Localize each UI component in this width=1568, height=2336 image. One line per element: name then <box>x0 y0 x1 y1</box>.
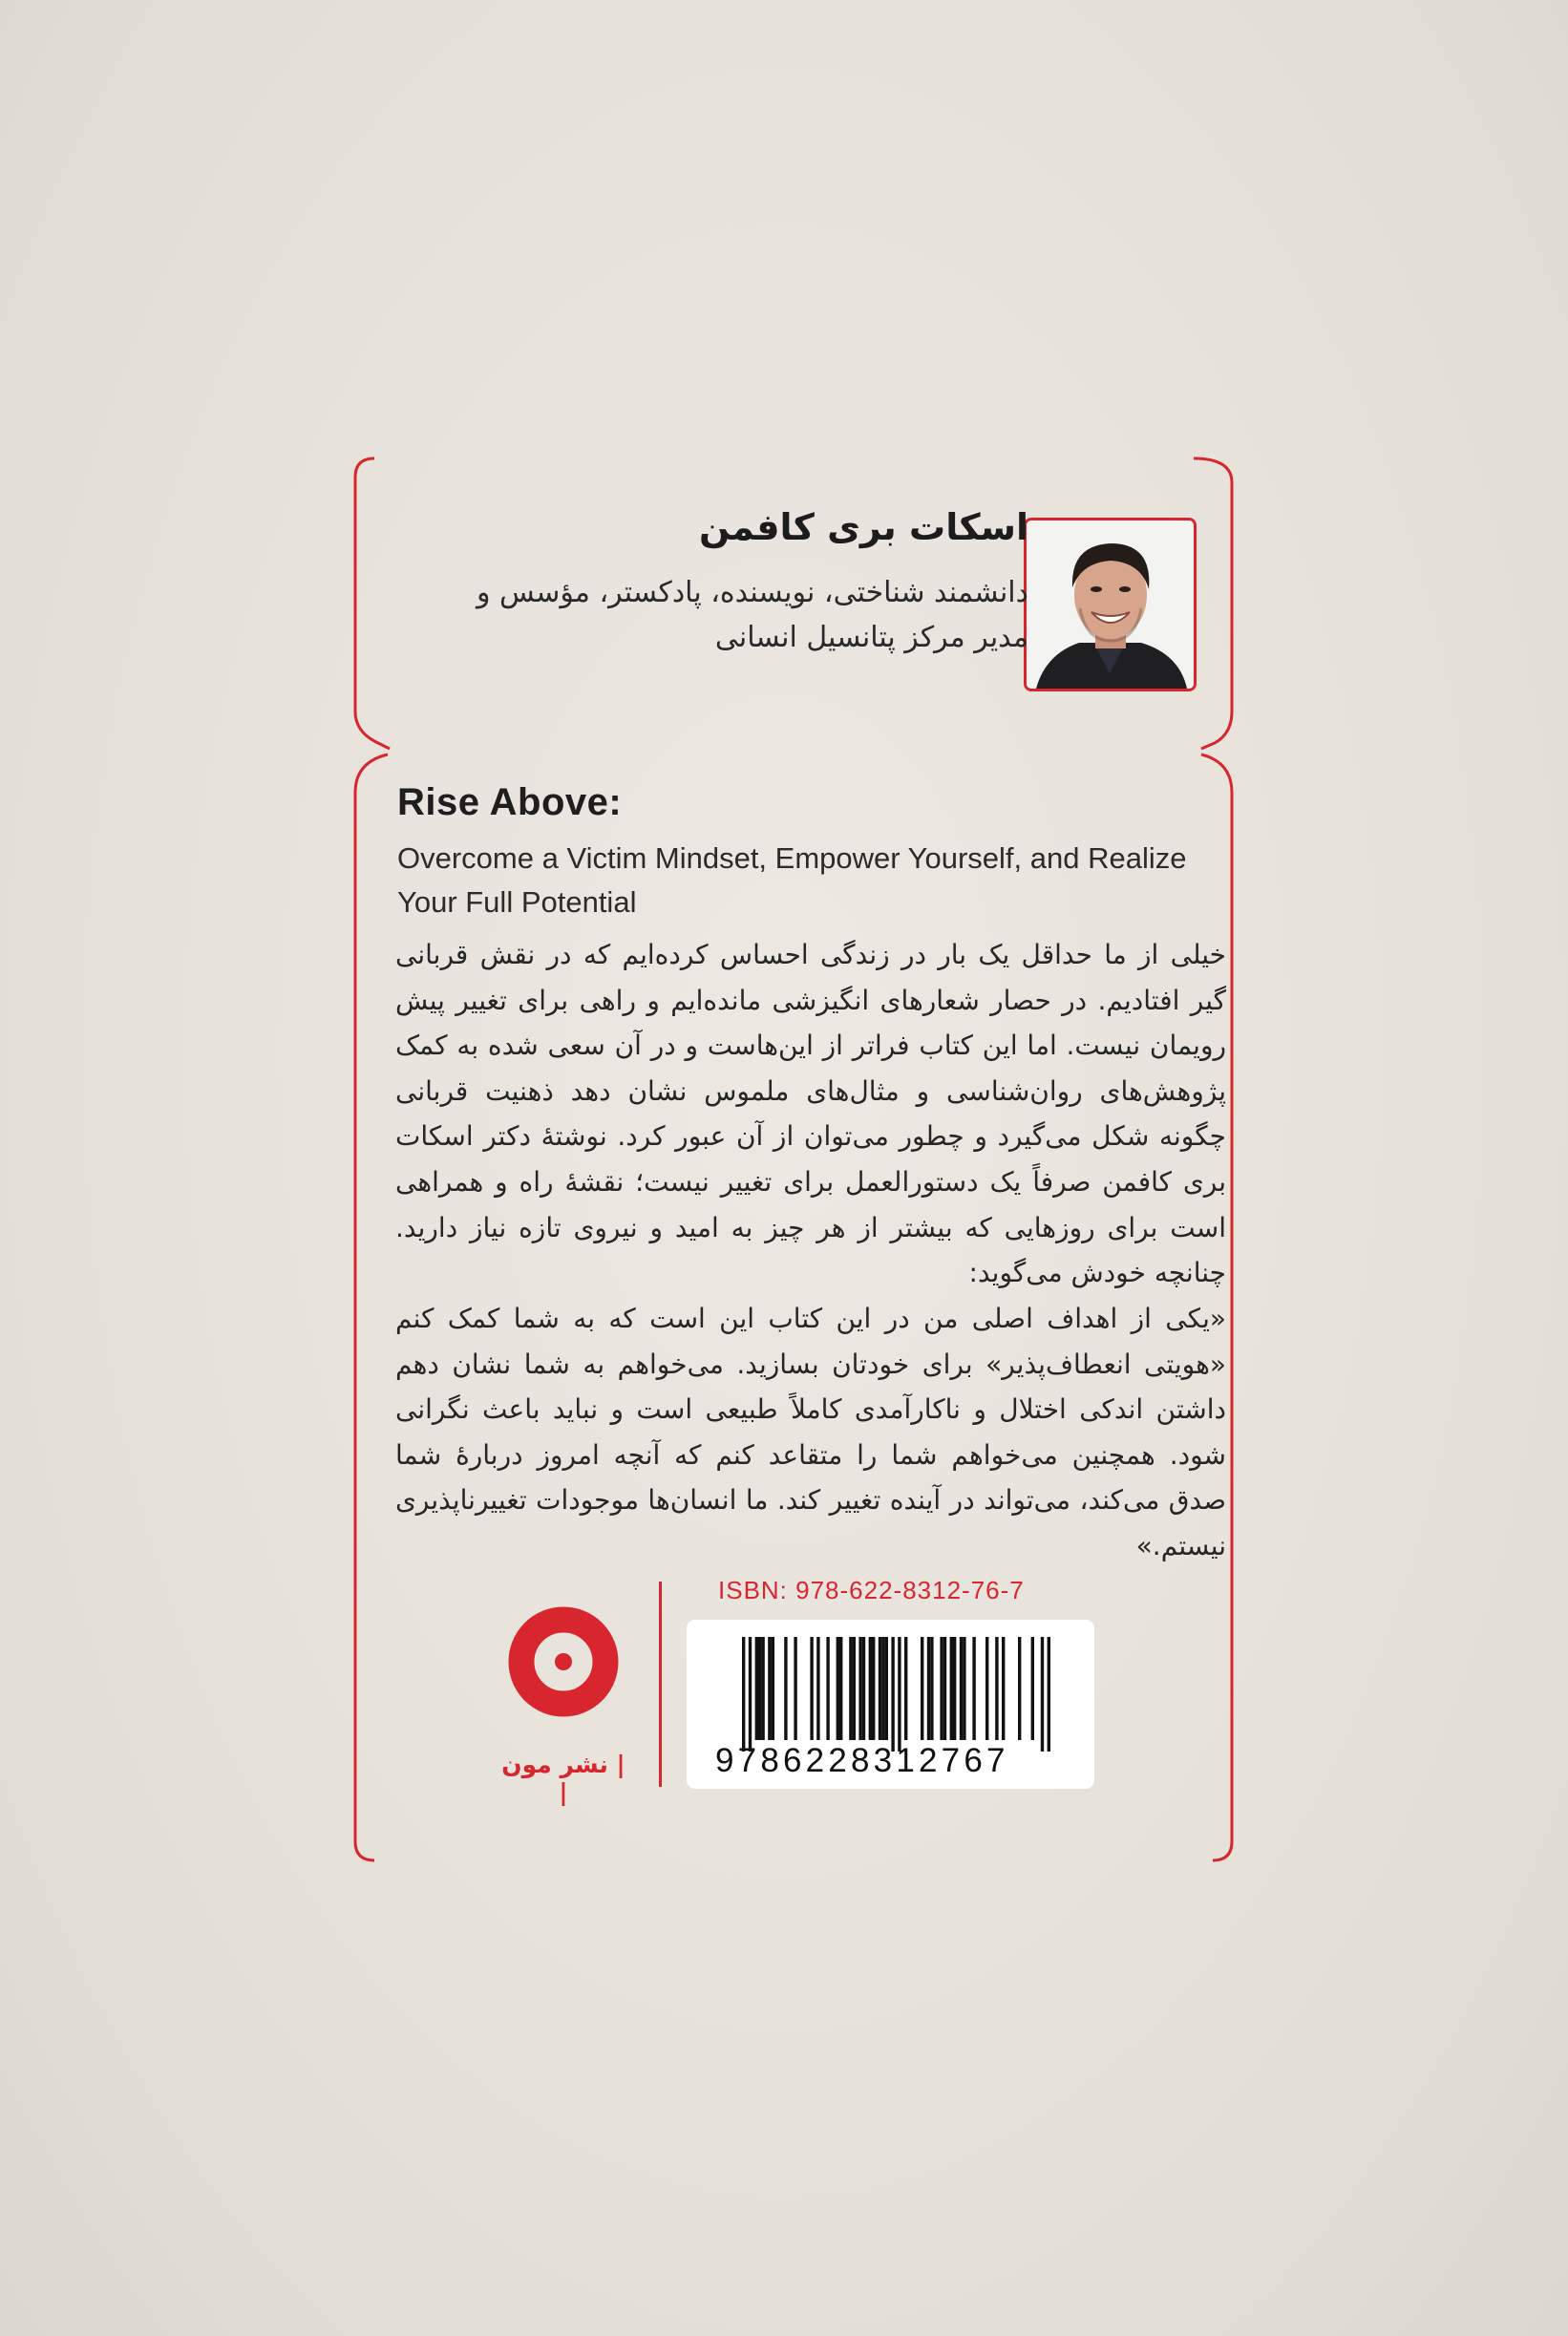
barcode-bar <box>826 1637 829 1740</box>
barcode-bar <box>758 1637 761 1740</box>
barcode-bar <box>927 1637 930 1740</box>
barcode-bar <box>839 1637 842 1740</box>
barcode-bar <box>837 1637 839 1740</box>
barcode-bar <box>891 1637 894 1752</box>
barcode-bar <box>849 1637 852 1740</box>
barcode-bar <box>794 1637 796 1740</box>
barcode-bar <box>862 1637 865 1740</box>
barcode-bar <box>972 1637 975 1740</box>
barcode-bar <box>953 1637 956 1740</box>
barcode-bar <box>749 1637 752 1752</box>
barcode-bar <box>963 1637 965 1740</box>
barcode-bar <box>869 1637 872 1740</box>
barcode-bar <box>816 1637 819 1740</box>
author-name: اسکات بری کافمن <box>698 506 1028 548</box>
barcode-bar <box>784 1637 787 1740</box>
isbn-label: ISBN: 978-622-8312-76-7 <box>718 1576 1025 1604</box>
barcode-bar <box>1031 1637 1034 1740</box>
barcode-bar <box>858 1637 861 1740</box>
barcode-bar <box>768 1637 771 1740</box>
barcode-bar <box>1041 1637 1044 1752</box>
barcode-bar <box>1002 1637 1005 1740</box>
barcode-bar <box>930 1637 933 1740</box>
book-english-subtitle: Overcome a Victim Mindset, Empower Yourself, and Realize Your Full Potential <box>397 841 1187 919</box>
barcode-bar <box>960 1637 963 1740</box>
author-photo <box>1024 518 1197 691</box>
barcode-bar <box>985 1637 988 1740</box>
barcode-digits: 9786228312767 <box>715 1742 1009 1779</box>
book-english-title: Rise Above: <box>397 781 623 823</box>
barcode-bar <box>872 1637 875 1740</box>
barcode-bar <box>904 1637 907 1740</box>
barcode-bar <box>810 1637 813 1740</box>
barcode-bar <box>742 1637 745 1752</box>
barcode-bar <box>761 1637 764 1740</box>
barcode-bar <box>881 1637 884 1740</box>
barcode-bar <box>879 1637 881 1740</box>
author-portrait-image <box>1027 520 1194 689</box>
barcode-bar <box>772 1637 774 1740</box>
barcode-bar <box>885 1637 888 1740</box>
description-paragraph: خیلی از ما حداقل یک بار در زندگی احساس کرده‌ایم که در نقش قربانی گیر افتادیم. در حصار شعارهای انگیزشی مانده‌ایم و راهی برای تغییر پیش رویمان نیست. اما این کتاب فراتر از این‌هاست و در آن سعی شده به کمک پژوهش‌های روان‌شناسی و مثال‌های ملموس نشان دهد ذهنیت قربانی چگونه شکل می‌گیرد و چطور می‌توان از آن عبور کرد. نوشتهٔ دکتر اسکات بری کافمن صرفاً یک دستورالعمل برای تغییر نیست؛ نقشهٔ راه و همراهی است برای روزهایی که بیشتر از هر چیز به امید و نیروی تازه نیاز دارید. چنانچه خودش می‌گوید: <box>395 939 1226 1289</box>
publisher-logo-icon <box>506 1585 621 1776</box>
barcode-bar <box>940 1637 943 1740</box>
divider-line <box>659 1582 662 1787</box>
author-bio-line: دانشمند شناختی، نویسنده، پادکستر، مؤسس و <box>476 576 1028 609</box>
barcode-bar <box>853 1637 856 1740</box>
barcode-bar <box>943 1637 946 1740</box>
barcode-bar <box>921 1637 923 1740</box>
author-bio-line: مدیر مرکز پتانسیل انسانی <box>714 621 1028 654</box>
publisher-name: | نشر مون | <box>501 1751 625 1806</box>
barcode-bar <box>950 1637 953 1740</box>
barcode-bar <box>1048 1637 1050 1752</box>
author-bio <box>417 570 1028 660</box>
author-quote-paragraph: «یکی از اهداف اصلی من در این کتاب این است که به شما کمک کنم «هویتی انعطاف‌پذیر» برای خودتان بسازید. می‌خواهم به شما نشان دهم داشتن اندکی اختلال و ناکارآمدی کاملاً طبیعی است و نباید باعث نگرانی شود. همچنین می‌خواهم شما را متقاعد کنم که آنچه امروز دربارهٔ شما صدق می‌کند، می‌تواند در آینده تغییر کند. ما انسان‌ها موجودات تغییرناپذیری نیستم.» <box>395 1303 1226 1561</box>
barcode-bar <box>755 1637 758 1740</box>
barcode <box>687 1620 1094 1789</box>
barcode-bar <box>898 1637 901 1752</box>
barcode-bar <box>1018 1637 1021 1740</box>
barcode-bar <box>995 1637 998 1740</box>
